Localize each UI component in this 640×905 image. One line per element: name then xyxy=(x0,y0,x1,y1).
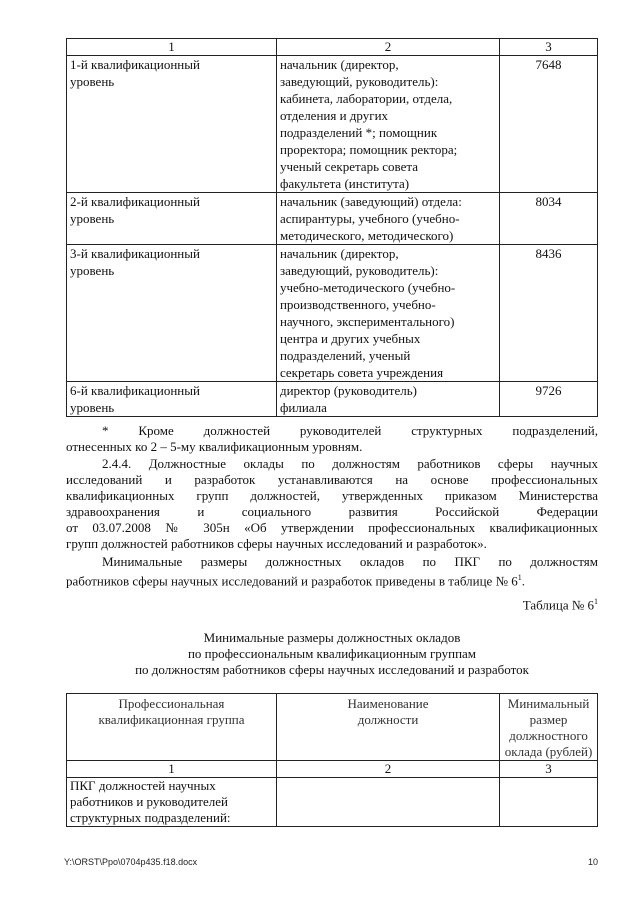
cell-line: 3-й квалификационный xyxy=(70,246,200,261)
cell-line: методического, методического) xyxy=(279,228,454,243)
cell-line: центра и других учебных xyxy=(279,331,421,346)
paragraph-line: исследований и разработок устанавливаются на основе профессиональных xyxy=(66,472,598,487)
cell-line: уровень xyxy=(70,74,115,89)
header-line: оклада (рублей) xyxy=(504,744,593,759)
cell-line: структурных подразделений: xyxy=(70,810,231,825)
cell-line: подразделений, ученый xyxy=(279,348,411,363)
cell-line: аспирантуры, учебного (учебно- xyxy=(279,211,460,226)
header-line: Наименование xyxy=(347,696,429,711)
caption-line: Минимальные размеры должностных окладов xyxy=(203,630,461,645)
minimum-salaries-table xyxy=(66,693,598,827)
cell-line: 6-й квалификационный xyxy=(70,383,200,398)
column-number-3: 3 xyxy=(500,761,598,778)
cell-line: факультета (института) xyxy=(279,176,410,191)
position-name-cell xyxy=(276,778,499,827)
cell-line: отделения и других xyxy=(279,108,389,123)
paragraph-line: 2.4.4. Должностные оклады по должностям работников сферы научных xyxy=(102,456,598,471)
qualification-level-cell xyxy=(67,245,277,382)
salary-cell: 7648 xyxy=(500,56,598,193)
table-row xyxy=(67,193,598,245)
cell-line: 1-й квалификационный xyxy=(70,57,200,72)
column-number-1: 1 xyxy=(67,39,277,56)
professional-group-cell xyxy=(67,778,277,827)
table-label xyxy=(523,597,598,613)
cell-line: работников и руководителей xyxy=(70,794,228,809)
table-row xyxy=(67,382,598,417)
table-header-row xyxy=(67,694,598,761)
footnote-superscript: 1 xyxy=(517,573,522,582)
cell-line: учебно-методического (учебно- xyxy=(279,280,456,295)
cell-line: уровень xyxy=(70,400,115,415)
qualification-levels-table xyxy=(66,38,598,417)
cell-line: заведующий, руководитель): xyxy=(279,263,439,278)
paragraph-text: работников сферы научных исследований и разработок приведены в таблице № 6 xyxy=(66,573,518,589)
table-number-row xyxy=(67,761,598,778)
table-header-row xyxy=(67,39,598,56)
paragraph-2-4-4 xyxy=(66,456,598,552)
cell-line: начальник (заведующий) отдела: xyxy=(279,194,462,209)
qualification-level-cell xyxy=(67,56,277,193)
cell-line: ученый секретарь совета xyxy=(279,159,418,174)
cell-line: 2-й квалификационный xyxy=(70,194,200,209)
header-position-name xyxy=(276,694,499,761)
qualification-level-cell xyxy=(67,382,277,417)
caption-line: по профессиональным квалификационным группам xyxy=(187,646,477,661)
cell-line: начальник (директор, xyxy=(279,57,399,72)
header-min-salary xyxy=(500,694,598,761)
table-caption xyxy=(66,630,598,678)
cell-line: проректора; помощник ректора; xyxy=(279,142,458,157)
positions-cell xyxy=(276,382,499,417)
footnote-line: отнесенных ко 2 – 5-му квалификационным уровням. xyxy=(66,439,363,454)
table-row xyxy=(67,56,598,193)
header-line: квалификационная группа xyxy=(98,712,245,727)
column-number-1: 1 xyxy=(67,761,277,778)
cell-line: филиала xyxy=(279,400,327,415)
qualification-level-cell xyxy=(67,193,277,245)
paragraph-line: групп должностей работников сферы научных исследований и разработок». xyxy=(66,536,487,551)
page-number: 10 xyxy=(587,857,598,867)
paragraph-line: Минимальные размеры должностных окладов по ПКГ по должностям xyxy=(102,554,598,569)
cell-line: кабинета, лаборатории, отдела, xyxy=(279,91,453,106)
footnote-line: * Кроме должностей руководителей структурных подразделений, xyxy=(102,423,598,438)
header-line: должности xyxy=(357,712,419,727)
column-number-2: 2 xyxy=(276,39,499,56)
table-row xyxy=(67,778,598,827)
min-salary-cell xyxy=(500,778,598,827)
column-number-2: 2 xyxy=(276,761,499,778)
cell-line: ПКГ должностей научных xyxy=(70,778,216,793)
cell-line: уровень xyxy=(70,211,115,226)
caption-line: по должностям работников сферы научных исследований и разработок xyxy=(135,662,529,677)
paragraph-min-sizes xyxy=(66,554,598,589)
footnote-paragraph xyxy=(66,423,598,455)
paragraph-period: . xyxy=(521,573,525,589)
cell-line: директор (руководитель) xyxy=(279,383,417,398)
table-row xyxy=(67,245,598,382)
footer-file-path: Y:\ORST\Ppo\0704p435.f18.docx xyxy=(64,857,198,867)
table-label-text: Таблица № 6 xyxy=(522,597,594,613)
cell-line: научного, экспериментального) xyxy=(279,314,455,329)
salary-cell: 8034 xyxy=(500,193,598,245)
salary-cell: 9726 xyxy=(500,382,598,417)
cell-line: заведующий, руководитель): xyxy=(279,74,439,89)
paragraph-line xyxy=(66,570,598,589)
header-line: Профессиональная xyxy=(118,696,225,711)
paragraph-line: от 03.07.2008 № 305н «Об утверждении профессиональных квалификационных xyxy=(66,520,598,535)
salary-cell: 8436 xyxy=(500,245,598,382)
table-label-superscript: 1 xyxy=(594,597,598,606)
column-number-3: 3 xyxy=(500,39,598,56)
header-line: Минимальный xyxy=(507,696,590,711)
paragraph-line: квалификационных групп должностей, утвержденных приказом Министерства xyxy=(66,488,598,503)
positions-cell xyxy=(276,245,499,382)
positions-cell xyxy=(276,193,499,245)
cell-line: подразделений *; помощник xyxy=(279,125,438,140)
cell-line: секретарь совета учреждения xyxy=(279,365,444,380)
positions-cell xyxy=(276,56,499,193)
header-line: должностного xyxy=(509,728,588,743)
cell-line: начальник (директор, xyxy=(279,246,399,261)
cell-line: уровень xyxy=(70,263,115,278)
paragraph-line: здравоохранения и социального развития Российской Федерации xyxy=(66,504,598,519)
cell-line: производственного, учебно- xyxy=(279,297,436,312)
header-line: размер xyxy=(529,712,568,727)
header-professional-group xyxy=(67,694,277,761)
